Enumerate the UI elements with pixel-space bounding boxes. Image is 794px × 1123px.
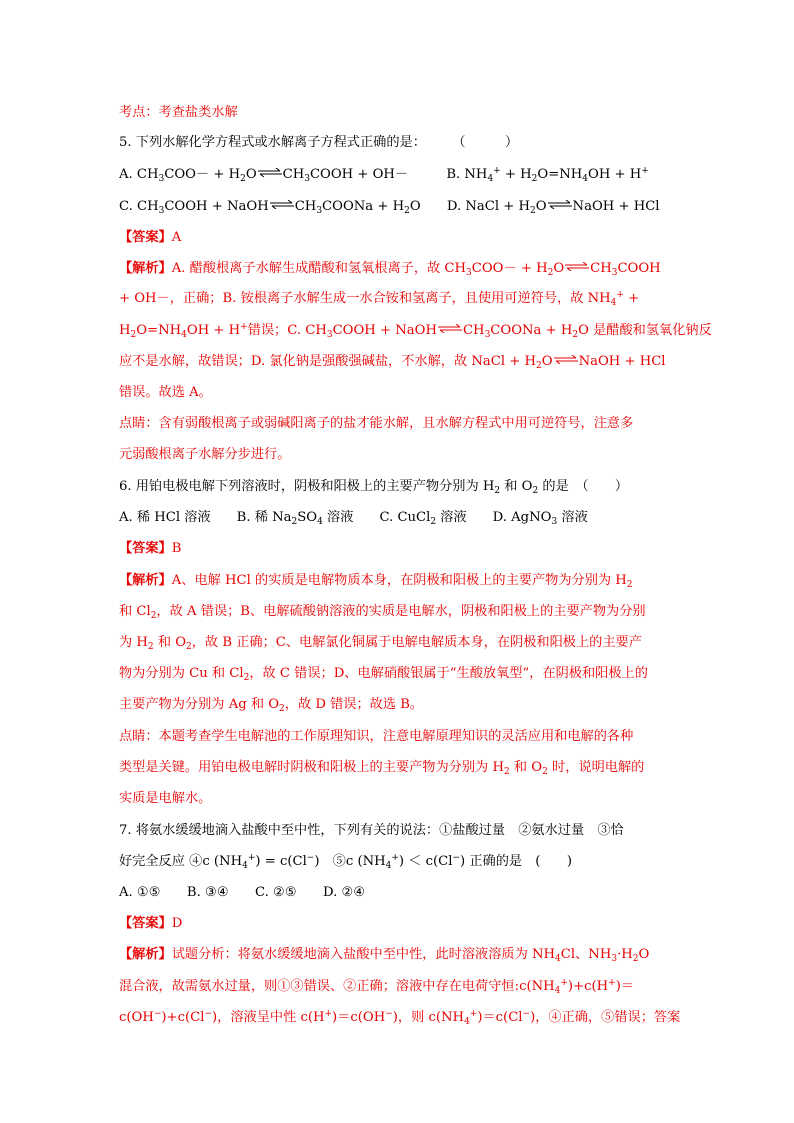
q7-stem-line2: 好完全反应 ④c $(NH_4^+) = c(Cl^-)$ ⑤c $(NH_4^+) < c(Cl^-)$ 正确的是 ( ) <box>119 853 572 871</box>
q6-analysis-line4: 物为分别为 Cu 和 $Cl_2$，故 C 错误；D、电解硝酸银属于“生酸放氧型”，在阴极和阳极上的 <box>119 666 648 683</box>
q5-analysis-line2: + OH－，正确；B. 铵根离子水解生成一水合铵和氢离子，且使用可逆符号，故 $NH_4^+$ + <box>119 290 640 308</box>
q5-analysis-line4: 应不是水解，故错误；D. 氯化钠是强酸强碱盐，不水解，故 NaCl + $H_2O$ NaOH + HCl <box>119 354 666 371</box>
q5-analysis-line5: 错误。故选 A。 <box>119 385 212 400</box>
equilibrium-arrow-icon <box>438 324 462 333</box>
q5-note-line2: 元弱酸根离子水解分步进行。 <box>119 447 291 462</box>
q6-answer: 【答案】B <box>119 541 182 556</box>
q5-options-ab: A. $CH_3COO- + H_2O$ $CH_3COOH + OH- B$. $NH_4^+ + H_2O=NH_4OH + H^+$ <box>119 166 649 184</box>
q7-answer: 【答案】D <box>119 916 183 931</box>
q6-stem: 6. 用铂电极电解下列溶液时，阴极和阳极上的主要产物分别为 $H_2$ 和 $O_2$ 的是 （ ） <box>119 479 629 496</box>
equilibrium-arrow-icon <box>554 355 578 364</box>
q7-options: A. ①⑤ B. ③④ C. ②⑤ D. ②④ <box>119 885 366 900</box>
q6-analysis-line3: 为 $H_2$ 和 $O_2$，故 B 正确；C、电解氯化铜属于电解电解质本身，在阴极和阳极上的主要产 <box>119 635 642 652</box>
q6-note-line3: 实质是电解水。 <box>119 791 212 806</box>
q6-analysis-line5: 主要产物为分别为 Ag 和 $O_2$，故 D 错误；故选 B。 <box>119 697 424 714</box>
q5-note-line1: 点睛：含有弱酸根离子或弱碱阳离子的盐才能水解，且水解方程式中用可逆符号，注意多 <box>119 416 634 431</box>
q5-analysis-line3: $H_2O=NH_4OH + H^+$错误；C. $CH_3COOH$ + NaOH $CH_3COONa + H_2O$ 是醋酸和氢氧化钠反 <box>119 322 712 340</box>
q5-answer: 【答案】A <box>119 230 182 245</box>
equilibrium-arrow-icon <box>548 200 572 209</box>
q7-analysis-line3: c(OH−)+c(Cl−)，溶液呈中性 c(H+)＝c(OH−)，则 $c(NH_4^+)=c(Cl^-)$，④正确，⑤错误；答案 <box>119 1009 681 1027</box>
q6-analysis-line2: 和 $Cl_2$，故 A 错误；B、电解硫酸钠溶液的实质是电解水，阴极和阳极上的主要产物为分别 <box>119 604 646 621</box>
equilibrium-arrow-icon <box>270 200 294 209</box>
q7-stem-line1: 7. 将氨水缓缓地滴入盐酸中至中性，下列有关的说法：①盐酸过量 ②氨水过量 ③恰 <box>119 823 624 838</box>
q5-stem: 5. 下列水解化学方程式或水解离子方程式正确的是： （ ） <box>119 135 519 150</box>
q6-options: A. 稀 HCl 溶液 B. 稀 $Na_2SO_4$ 溶液 C. CuCl$_2$ 溶液 D. AgNO$_3$ 溶液 <box>119 510 588 527</box>
q5-analysis-line1: 【解析】A. 醋酸根离子水解生成醋酸和氢氧根离子，故 $CH_3COO- + H_2O$ $CH_3COOH$ <box>119 261 661 278</box>
equilibrium-arrow-icon <box>258 168 282 177</box>
equilibrium-arrow-icon <box>565 262 589 271</box>
q6-analysis-line1: 【解析】A、电解 HCl 的实质是电解物质本身，在阴极和阳极上的主要产物为分别为 $H_2$ <box>119 573 633 590</box>
q7-analysis-line1: 【解析】试题分析：将氨水缓缓地滴入盐酸中至中性，此时溶液溶质为 $NH_4Cl$、$NH_3\cdot H_2O$ <box>119 947 650 964</box>
q5-options-cd: C. $CH_3COOH$ + NaOH $CH_3COONa + H_2O$ D. NaCl + $H_2O$ NaOH + HCl <box>119 199 660 216</box>
kaodian: 考点：考查盐类水解 <box>119 105 238 120</box>
q6-note-line1: 点睛：本题考查学生电解池的工作原理知识，注意电解原理知识的灵活应用和电解的各种 <box>119 729 634 744</box>
q6-note-line2: 类型是关键。用铂电极电解时阴极和阳极上的主要产物为分别为 $H_2$ 和 $O_2$ 时，说明电解的 <box>119 760 645 777</box>
q7-analysis-line2: 混合液，故需氨水过量，则①③错误、②正确；溶液中存在电荷守恒$:c(NH_4^+)+c(H^+)=$ <box>119 978 635 996</box>
